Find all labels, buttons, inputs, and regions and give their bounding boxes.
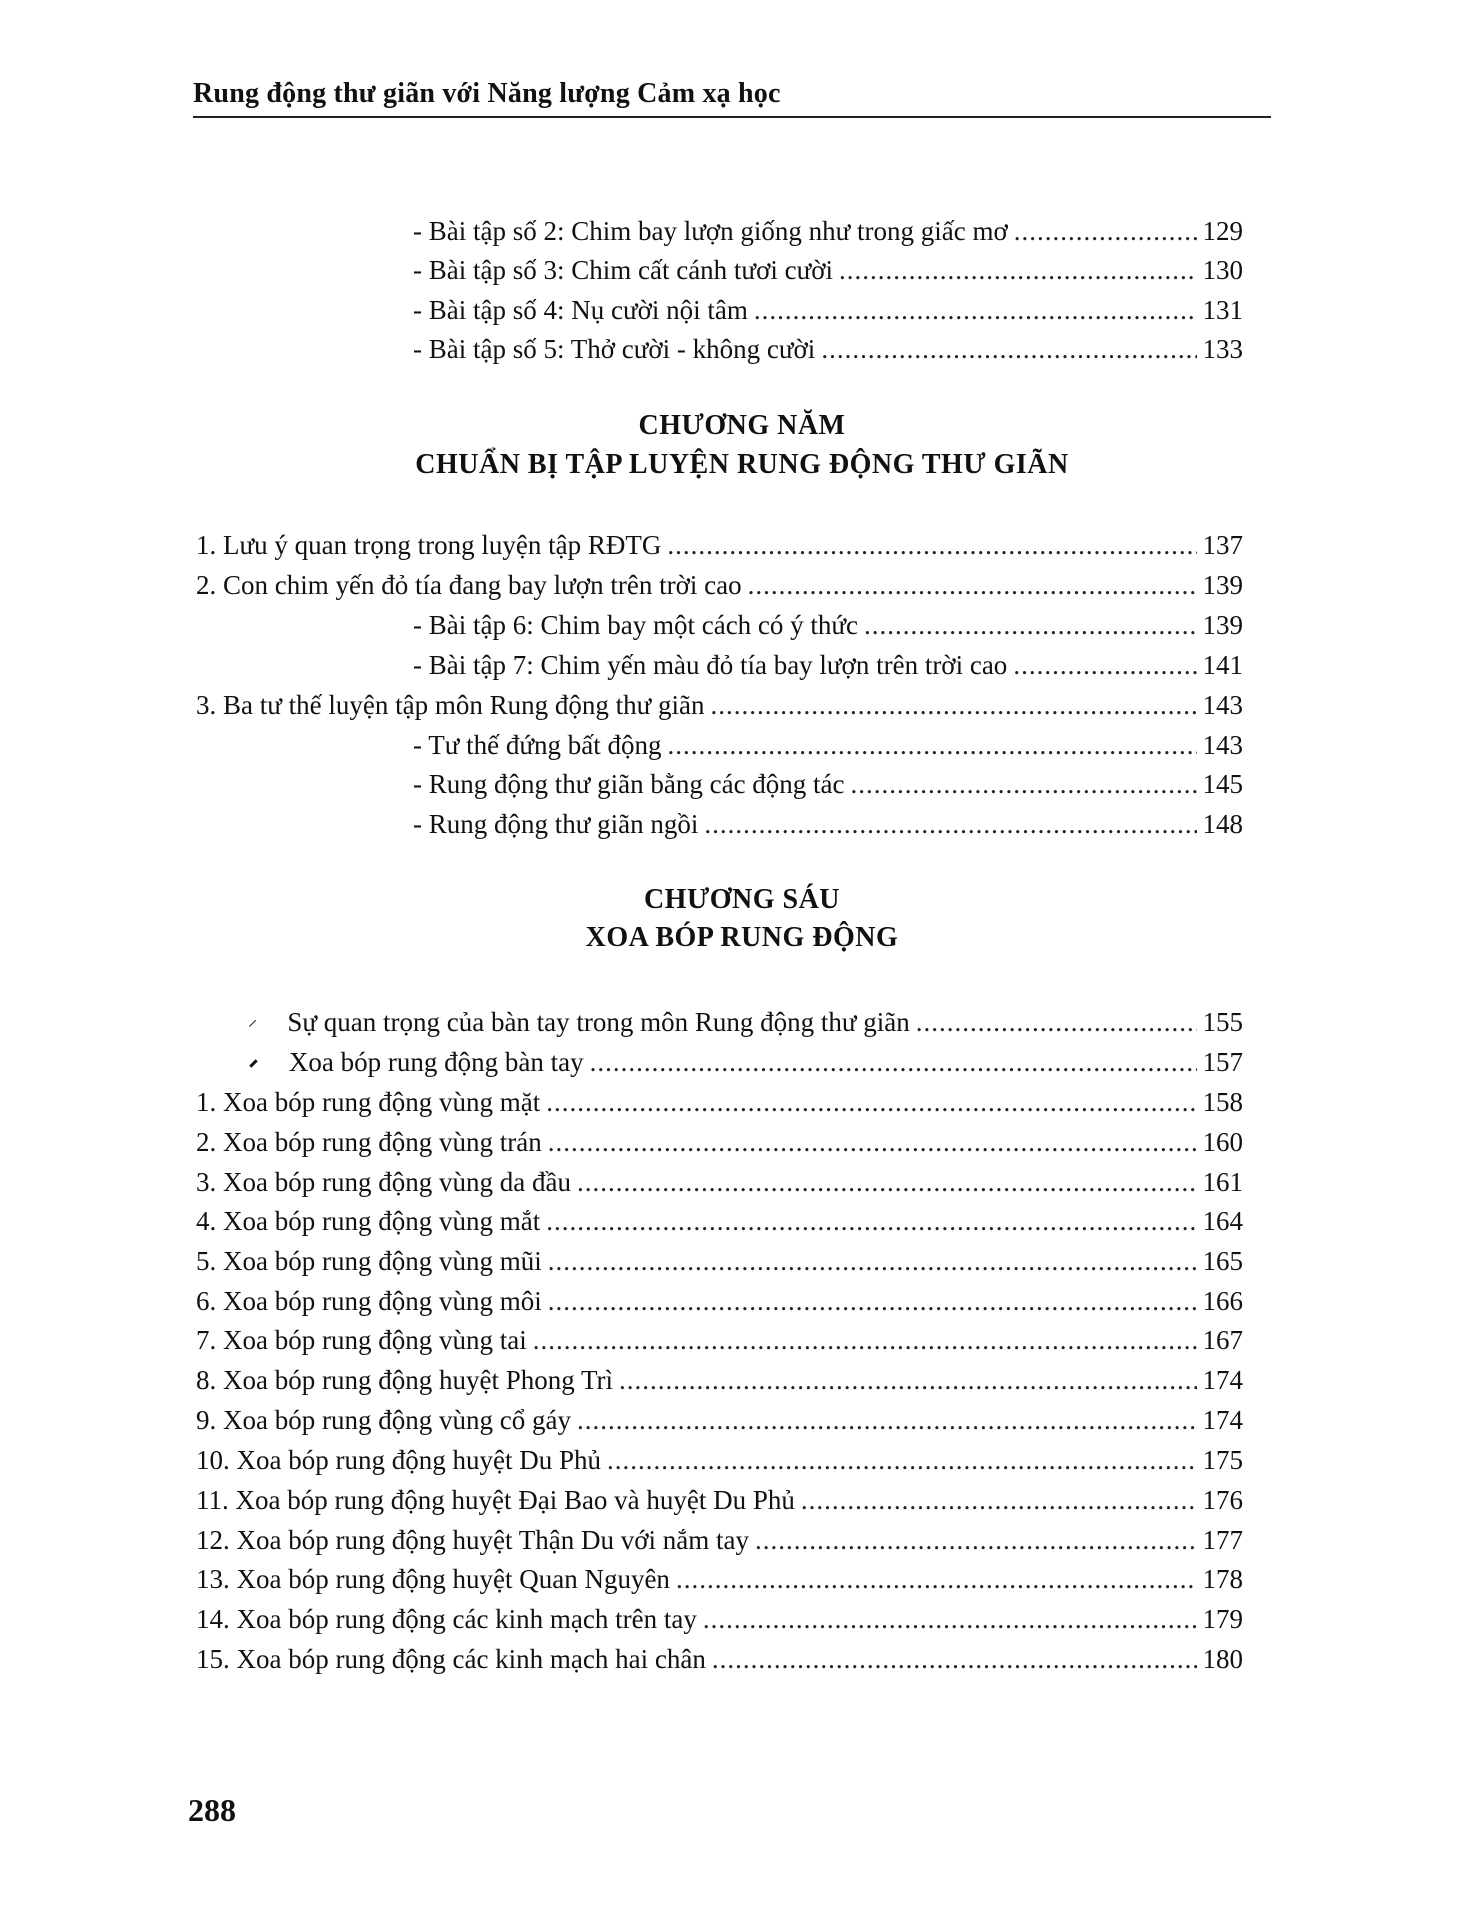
toc-entry[interactable]: [413, 252, 1243, 288]
toc-entry-label: 10. Xoa bóp rung động huyệt Du Phủ: [196, 1445, 601, 1475]
toc-entry[interactable]: [413, 647, 1243, 683]
toc-entry[interactable]: [196, 1084, 1243, 1120]
diamond-bullet-icon: [249, 1059, 257, 1067]
toc-entry-page: 161: [1202, 1167, 1243, 1197]
toc-entry-label: Xoa bóp rung động bàn tay: [288, 1047, 584, 1077]
toc-entry[interactable]: [196, 1283, 1243, 1319]
dot-leader: [1014, 213, 1197, 249]
dot-leader: [704, 806, 1196, 842]
toc-entry-page: 137: [1202, 530, 1243, 560]
dot-leader: [548, 1243, 1197, 1279]
toc-entry-label: 2. Xoa bóp rung động vùng trán: [196, 1127, 542, 1157]
toc-entry[interactable]: [196, 527, 1243, 563]
dot-leader: [821, 331, 1196, 367]
toc-entry[interactable]: [413, 292, 1243, 328]
toc-entry[interactable]: [196, 1362, 1243, 1398]
toc-entry-label: Sự quan trọng của bàn tay trong môn Rung động thư giãn: [287, 1007, 910, 1037]
dot-leader: [533, 1322, 1197, 1358]
dot-leader: [667, 527, 1196, 563]
toc-entry-label: 11. Xoa bóp rung động huyệt Đại Bao và huyệt Du Phủ: [196, 1485, 795, 1515]
toc-entry-label: - Bài tập số 3: Chim cất cánh tươi cười: [413, 255, 833, 285]
toc-entry-label: 4. Xoa bóp rung động vùng mắt: [196, 1206, 541, 1236]
toc-entry-page: 143: [1202, 690, 1243, 720]
toc-entry[interactable]: [413, 766, 1243, 802]
dot-leader: [839, 252, 1197, 288]
diamond-bullet-icon: [249, 1020, 256, 1027]
dot-leader: [546, 1084, 1196, 1120]
toc-entry-page: 141: [1202, 650, 1243, 680]
toc-entry-page: 174: [1202, 1365, 1243, 1395]
toc-entry-page: 166: [1202, 1286, 1243, 1316]
toc-entry-label: 8. Xoa bóp rung động huyệt Phong Trì: [196, 1365, 614, 1395]
toc-entry[interactable]: [196, 1482, 1243, 1518]
toc-entry[interactable]: [196, 1124, 1243, 1160]
toc-entry[interactable]: [196, 1322, 1243, 1358]
toc-entry-page: 178: [1202, 1564, 1243, 1594]
toc-entry[interactable]: [196, 1442, 1243, 1478]
toc-entry[interactable]: [196, 1164, 1243, 1200]
toc-entry-label: - Tư thế đứng bất động: [413, 730, 662, 760]
toc-entry[interactable]: [413, 331, 1243, 367]
toc-entry-label: 6. Xoa bóp rung động vùng môi: [196, 1286, 542, 1316]
toc-entry-page: 148: [1202, 809, 1243, 839]
toc-entry-label: 1. Lưu ý quan trọng trong luyện tập RĐTG: [196, 530, 662, 560]
toc-entry-page: 129: [1202, 216, 1243, 246]
dot-leader: [916, 1004, 1197, 1040]
toc-entry-page: 165: [1202, 1246, 1243, 1276]
toc-entry-label: 1. Xoa bóp rung động vùng mặt: [196, 1087, 541, 1117]
toc-entry-page: 131: [1202, 295, 1243, 325]
toc-entry[interactable]: [196, 1601, 1243, 1637]
toc-entry-label: 13. Xoa bóp rung động huyệt Quan Nguyên: [196, 1564, 670, 1594]
toc-entry-page: 143: [1202, 730, 1243, 760]
chapter-heading: CHƯƠNG NĂM: [638, 410, 846, 441]
toc-entry[interactable]: [196, 1402, 1243, 1438]
toc-entry-label: - Bài tập số 2: Chim bay lượn giống như trong giấc mơ: [413, 216, 1008, 246]
header-rule: [193, 116, 1271, 118]
dot-leader: [619, 1362, 1196, 1398]
dot-leader: [710, 687, 1196, 723]
toc-entry-page: 160: [1202, 1127, 1243, 1157]
toc-entry-label: 9. Xoa bóp rung động vùng cổ gáy: [196, 1405, 571, 1435]
toc-entry[interactable]: [413, 727, 1243, 763]
toc-entry[interactable]: [196, 687, 1243, 723]
dot-leader: [546, 1203, 1196, 1239]
toc-entry-page: 130: [1202, 255, 1243, 285]
chapter-heading: CHƯƠNG SÁU: [643, 884, 841, 915]
toc-entry-label: 14. Xoa bóp rung động các kinh mạch trên tay: [196, 1604, 697, 1634]
dot-leader: [548, 1283, 1197, 1319]
toc-entry-label: - Bài tập 7: Chim yến màu đỏ tía bay lượn trên trời cao: [413, 650, 1008, 680]
toc-entry[interactable]: [413, 806, 1243, 842]
toc-entry[interactable]: [252, 1044, 1243, 1080]
dot-leader: [712, 1641, 1197, 1677]
toc-entry-label: - Bài tập 6: Chim bay một cách có ý thức: [413, 610, 859, 640]
running-header: Rung động thư giãn với Năng lượng Cảm xạ học: [193, 78, 781, 109]
dot-leader: [577, 1164, 1197, 1200]
dot-leader: [590, 1044, 1197, 1080]
toc-entry-page: 164: [1202, 1206, 1243, 1236]
toc-entry-label: - Rung động thư giãn ngồi: [413, 809, 699, 839]
dot-leader: [851, 766, 1197, 802]
toc-entry-page: 155: [1202, 1007, 1243, 1037]
chapter-title: XOA BÓP RUNG ĐỘNG: [585, 922, 899, 953]
toc-entry-page: 139: [1202, 570, 1243, 600]
dot-leader: [864, 607, 1196, 643]
toc-entry[interactable]: [196, 1641, 1243, 1677]
toc-entry-page: 179: [1202, 1604, 1243, 1634]
dot-leader: [754, 292, 1197, 328]
toc-entry-label: - Bài tập số 4: Nụ cười nội tâm: [413, 295, 748, 325]
chapter-title: CHUẨN BỊ TẬP LUYỆN RUNG ĐỘNG THƯ GIÃN: [415, 449, 1069, 480]
dot-leader: [1013, 647, 1196, 683]
toc-entry-label: 3. Ba tư thế luyện tập môn Rung động thư giãn: [196, 690, 705, 720]
toc-entry-page: 158: [1202, 1087, 1243, 1117]
dot-leader: [755, 1522, 1197, 1558]
toc-entry-page: 167: [1202, 1325, 1243, 1355]
toc-entry[interactable]: [413, 607, 1243, 643]
toc-entry-label: 7. Xoa bóp rung động vùng tai: [196, 1325, 527, 1355]
toc-entry-page: 174: [1202, 1405, 1243, 1435]
toc-entry[interactable]: [196, 567, 1243, 603]
dot-leader: [548, 1124, 1197, 1160]
dot-leader: [667, 727, 1196, 763]
toc-entry[interactable]: [196, 1561, 1243, 1597]
toc-entry-label: 12. Xoa bóp rung động huyệt Thận Du với nắm tay: [196, 1525, 749, 1555]
toc-entry-label: - Bài tập số 5: Thở cười - không cười: [413, 334, 816, 364]
toc-entry[interactable]: [413, 213, 1243, 249]
dot-leader: [801, 1482, 1197, 1518]
toc-entry-page: 177: [1202, 1525, 1243, 1555]
toc-entry-page: 145: [1202, 769, 1243, 799]
page-number: 288: [188, 1792, 236, 1828]
toc-entry[interactable]: [196, 1243, 1243, 1279]
dot-leader: [577, 1402, 1197, 1438]
toc-entry-label: 15. Xoa bóp rung động các kinh mạch hai chân: [196, 1644, 706, 1674]
toc-entry-label: 5. Xoa bóp rung động vùng mũi: [196, 1246, 542, 1276]
toc-entry-page: 139: [1202, 610, 1243, 640]
toc-entry-label: 2. Con chim yến đỏ tía đang bay lượn trên trời cao: [196, 570, 742, 600]
toc-entry-label: 3. Xoa bóp rung động vùng da đầu: [196, 1167, 571, 1197]
dot-leader: [607, 1442, 1197, 1478]
toc-entry-page: 157: [1202, 1047, 1243, 1077]
toc-entry-page: 175: [1202, 1445, 1243, 1475]
toc-entry-label: - Rung động thư giãn bằng các động tác: [413, 769, 845, 799]
dot-leader: [748, 567, 1197, 603]
toc-entry-page: 133: [1202, 334, 1243, 364]
toc-entry-page: 176: [1202, 1485, 1243, 1515]
toc-entry[interactable]: [196, 1203, 1243, 1239]
toc-entry[interactable]: [252, 1004, 1243, 1040]
toc-entry[interactable]: [196, 1522, 1243, 1558]
toc-entry-page: 180: [1202, 1644, 1243, 1674]
dot-leader: [703, 1601, 1197, 1637]
dot-leader: [676, 1561, 1197, 1597]
